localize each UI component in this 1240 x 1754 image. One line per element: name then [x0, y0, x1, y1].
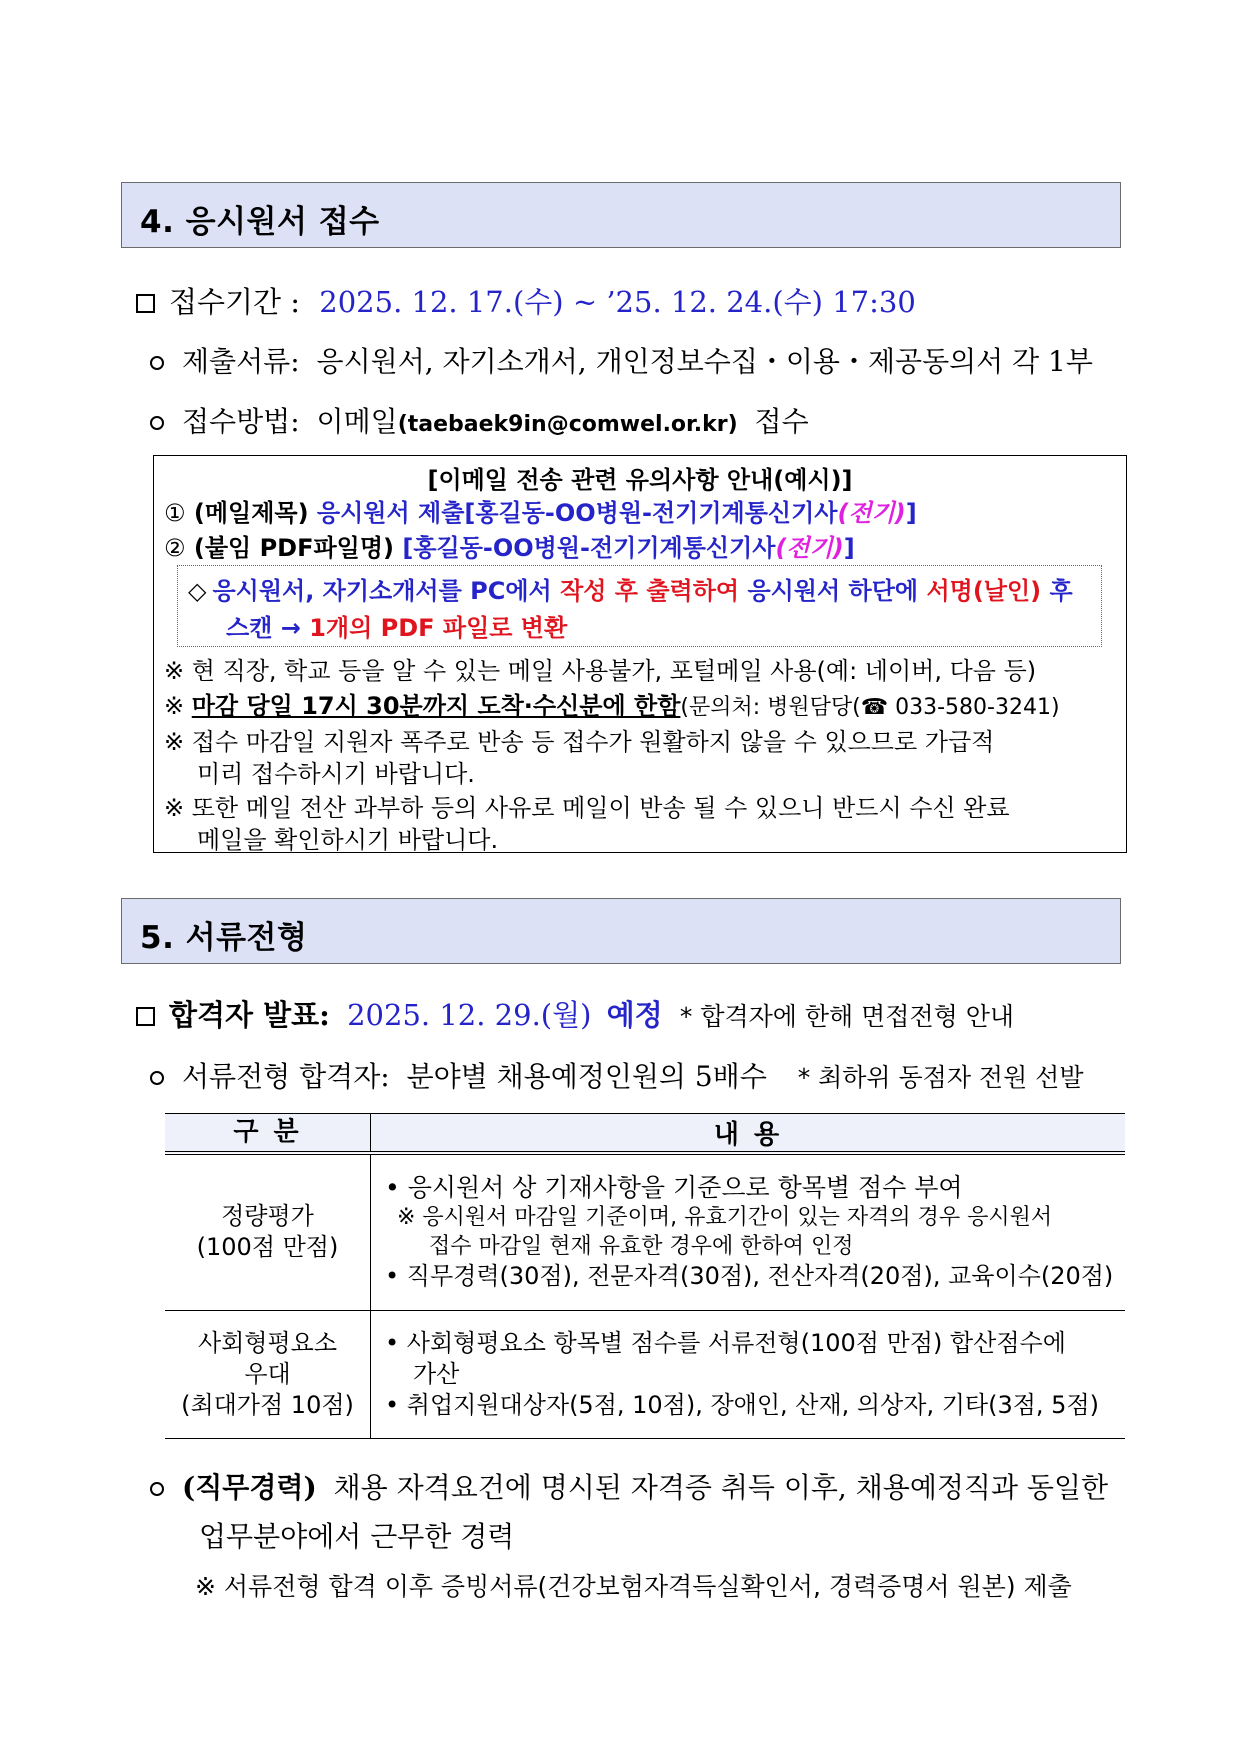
career-note: ※ 서류전형 합격 이후 증빙서류(건강보험자격득실확인서, 경력증명서 원본) 제출 — [195, 1572, 1072, 1601]
note-2-deadline: 마감 당일 17시 30분까지 도착·수신분에 한함 — [191, 692, 681, 720]
item-1-value: 응시원서 제출[홍길동-OO병원-전기기계통신기사 — [316, 499, 838, 527]
item-1-label: (메일제목) — [193, 499, 309, 527]
notice-note-1: ※ 현 직장, 학교 등을 알 수 있는 메일 사용불가, 포털메일 사용(예: 네이버, 다음 등) — [164, 657, 1037, 685]
content-bullet: • 응시원서 상 기재사항을 기준으로 항목별 점수 부여 — [385, 1173, 963, 1203]
announce-date: 2025. 12. 29.(월) — [347, 998, 592, 1032]
item-2-number: ② — [164, 534, 186, 562]
category-line: 정량평가 — [221, 1202, 314, 1231]
col-header-content: 내 용 — [371, 1114, 1126, 1154]
category-line: (최대가점 10점) — [181, 1390, 354, 1419]
pass-row — [150, 1055, 1083, 1095]
circle-bullet-icon — [150, 1071, 164, 1085]
item-2-close: ] — [843, 534, 855, 562]
note-2-contact: (문의처: 병원담당(☎ 033-580-3241) — [680, 695, 1060, 720]
pass-note: * 최하위 동점자 전원 선발 — [797, 1063, 1084, 1092]
item-1-note: (전기) — [837, 499, 906, 527]
pdf-instruction-box — [177, 565, 1102, 647]
notice-item-2 — [164, 528, 855, 563]
notice-title: [이메일 전송 관련 유의사항 안내(예시)] — [427, 466, 853, 494]
circle-bullet-icon — [150, 416, 164, 430]
item-2-note: (전기) — [775, 534, 844, 562]
instruction-part-c: 응시원서 하단에 — [747, 577, 919, 605]
checkbox-square-icon — [136, 294, 155, 313]
notice-item-1 — [164, 493, 917, 528]
circle-bullet-icon — [150, 1482, 164, 1496]
instruction-part-a: 응시원서, 자기소개서를 PC에서 — [212, 577, 552, 605]
table-cell-category — [165, 1310, 371, 1438]
checkbox-square-icon — [136, 1007, 155, 1026]
pass-value: 분야별 채용예정인원의 5배수 — [406, 1060, 767, 1093]
career-line-1: 채용 자격요건에 명시된 자격증 취득 이후, 채용예정직과 동일한 — [333, 1471, 1109, 1504]
career-line-2: 업무분야에서 근무한 경력 — [199, 1520, 515, 1553]
instruction-part-d: 서명(날인) — [926, 577, 1042, 605]
career-label: (직무경력) — [182, 1471, 317, 1504]
email-address[interactable]: (taebaek9in@comwel.or.kr) — [397, 412, 738, 437]
notice-note-4-line-1: ※ 또한 메일 전산 과부하 등의 사유로 메일이 반송 될 수 있으니 반드시 수신 완료 — [164, 794, 1010, 822]
evaluation-table — [165, 1113, 1125, 1439]
announce-row — [136, 993, 1014, 1034]
table-cell-content — [371, 1310, 1126, 1438]
item-2-value: [홍길동-OO병원-전기기계통신기사 — [402, 534, 776, 562]
period-row — [136, 280, 916, 321]
notice-note-2 — [164, 686, 1060, 721]
item-1-close: ] — [905, 499, 917, 527]
table-row — [165, 1310, 1125, 1438]
section-4-title: 4. 응시원서 접수 — [140, 204, 380, 240]
content-bullet-continuation: 가산 — [413, 1359, 460, 1388]
content-bullet: • 직무경력(30점), 전문자격(30점), 전산자격(20점), 교육이수(20점) — [385, 1262, 1114, 1291]
diamond-icon: ◇ — [188, 577, 207, 605]
period-value: 2025. 12. 17.(수) ~ ’25. 12. 24.(수) 17:30 — [319, 285, 916, 319]
pass-label: 서류전형 합격자: — [182, 1060, 390, 1093]
method-label: 접수방법: — [182, 405, 300, 438]
category-line: (100점 만점) — [196, 1233, 339, 1262]
content-bullet: • 사회형평요소 항목별 점수를 서류전형(100점 만점) 합산점수에 — [385, 1328, 1066, 1357]
section-5-header — [121, 898, 1121, 964]
method-row — [150, 400, 809, 440]
announce-plan: 예정 — [606, 998, 663, 1032]
email-notice-box — [153, 455, 1127, 853]
table-cell-content — [371, 1153, 1126, 1310]
announce-note: * 합격자에 한해 면접전형 안내 — [679, 1002, 1014, 1031]
career-row — [150, 1466, 1108, 1506]
method-value-suffix: 접수 — [754, 405, 809, 438]
circle-bullet-icon — [150, 356, 164, 370]
item-2-label: (붙임 PDF파일명) — [193, 534, 394, 562]
section-4-header — [121, 182, 1121, 248]
method-value-prefix: 이메일 — [316, 405, 398, 438]
announce-label: 합격자 발표: — [169, 998, 330, 1032]
category-line: 우대 — [244, 1359, 291, 1388]
instruction-convert: 1개의 PDF 파일로 변환 — [309, 614, 568, 642]
content-bullet: • 취업지원대상자(5점, 10점), 장애인, 산재, 의상자, 기타(3점, 5점) — [385, 1390, 1099, 1419]
instruction-line-1 — [188, 571, 1073, 606]
notice-note-4-line-2: 메일을 확인하시기 바랍니다. — [197, 826, 499, 854]
instruction-line-2 — [226, 608, 567, 643]
col-header-category: 구 분 — [233, 1117, 302, 1147]
instruction-part-e: 후 — [1049, 577, 1073, 605]
note-2-mark: ※ — [164, 692, 185, 720]
notice-note-3-line-1: ※ 접수 마감일 지원자 폭주로 반송 등 접수가 원활하지 않을 수 있으므로 가급적 — [164, 728, 995, 756]
table-row — [165, 1153, 1125, 1310]
period-label: 접수기간 : — [169, 285, 301, 319]
notice-note-3-line-2: 미리 접수하시기 바랍니다. — [197, 760, 475, 788]
section-5-title: 5. 서류전형 — [140, 920, 308, 956]
docs-label: 제출서류: — [182, 345, 300, 378]
instruction-scan: 스캔 → — [226, 614, 301, 642]
docs-value: 응시원서, 자기소개서, 개인정보수집・이용・제공동의서 각 1부 — [316, 345, 1093, 378]
category-line: 사회형평요소 — [197, 1328, 338, 1357]
table-header-row — [165, 1114, 1125, 1154]
docs-row — [150, 340, 1093, 380]
content-note: ※ 응시원서 마감일 기준이며, 유효기간이 있는 자격의 경우 응시원서 — [397, 1205, 1053, 1231]
table-cell-category — [165, 1153, 371, 1310]
item-1-number: ① — [164, 499, 186, 527]
instruction-part-b: 작성 후 출력하여 — [560, 577, 740, 605]
content-note: 접수 마감일 현재 유효한 경우에 한하여 인정 — [429, 1234, 854, 1260]
